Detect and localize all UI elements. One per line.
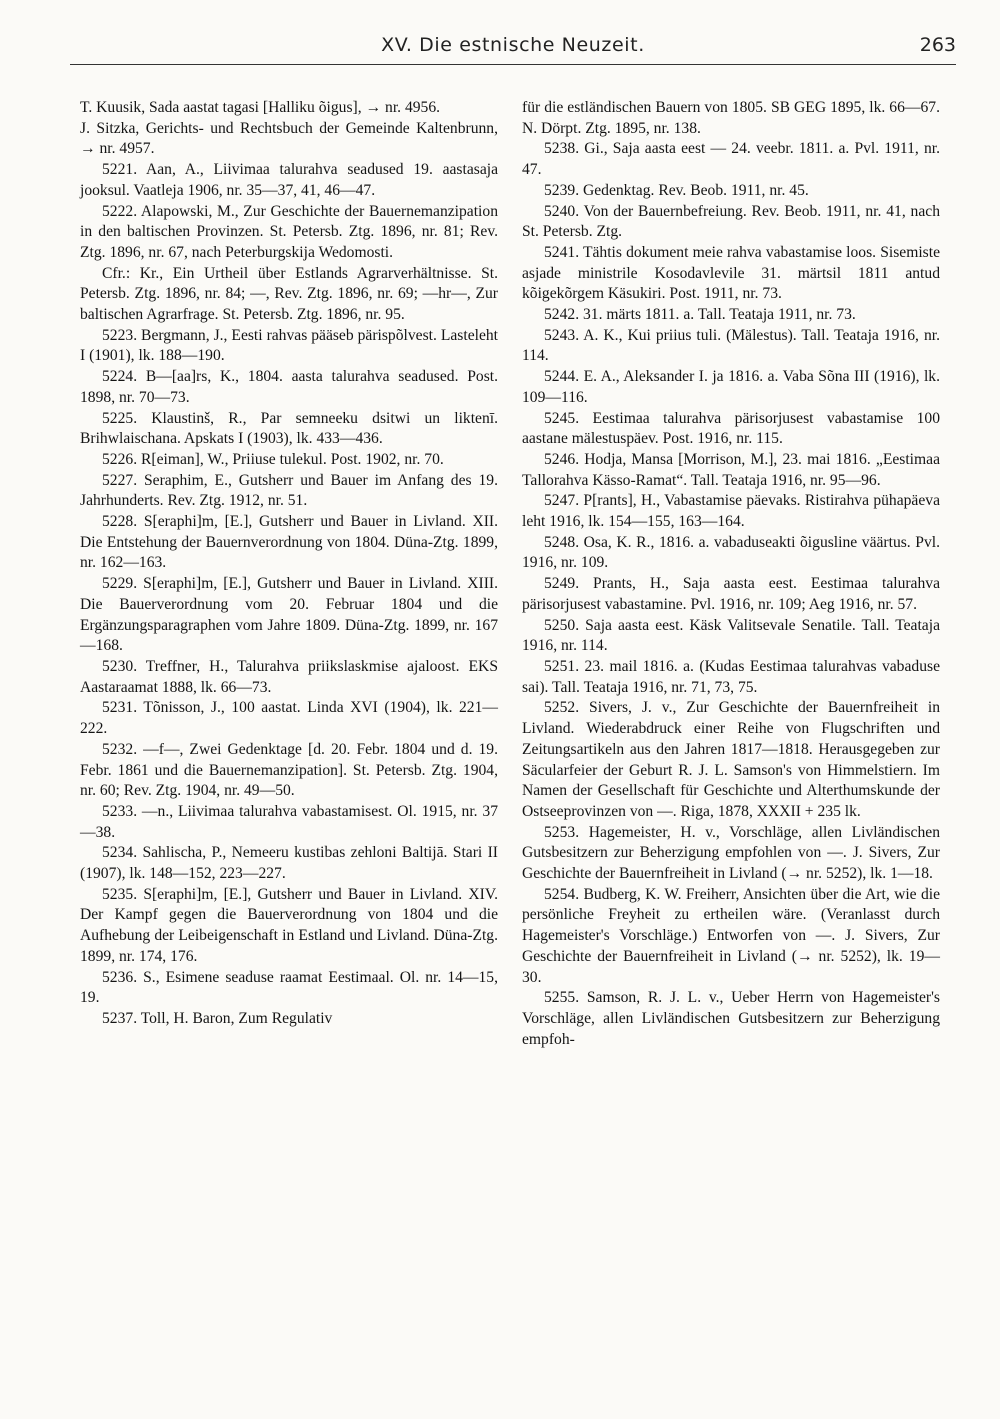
page-header	[70, 34, 956, 60]
bibliography-entry: 5239. Gedenktag. Rev. Beob. 1911, nr. 45.	[544, 181, 809, 199]
bibliography-entry: 5233. —n., Liivimaa talurahva vabastamisest. Ol. 1915, nr. 37—38.	[80, 802, 498, 841]
bibliography-entry: 5238. Gi., Saja aasta eest — 24. veebr. 1811. a. Pvl. 1911, nr. 47.	[522, 140, 940, 179]
bibliography-entry: 5224. B—[aa]rs, K., 1804. aasta talurahva seadused. Post. 1898, nr. 70—73.	[80, 368, 498, 406]
bibliography-entry: 5247. P[rants], H., Vabastamise päevaks. Ristirahva pühapäeva leht 1916, lk. 154—155, 163—164.	[522, 492, 940, 531]
bibliography-entry: 5221. Aan, A., Liivimaa talurahva seadused 19. aastasaja jooksul. Vaatleja 1906, nr. 35—37, 41, 46—47.	[80, 161, 498, 199]
bibliography-entry: 5229. S[eraphi]m, [E.], Gutsherr und Bauer in Livland. XIII. Die Bauerverordnung vom 20. Februar 1804 und die Ergänzungsparagraphen vom Jahre 1809. Düna-Ztg. 1899, nr. 167—168.	[80, 575, 498, 655]
bibliography-entry: 5253. Hagemeister, H. v., Vorschläge, allen Livländischen Gutsbesitzern zur Beherzigung empfohlen von —. J. Sivers, Zur Geschichte der Bauernfreiheit in Livland (→ nr. 5252), lk. 1—18.	[522, 823, 940, 883]
bibliography-entry: 5241. Tähtis dokument meie rahva vabastamise loos. Sisemiste asjade ministrile Kosodavlevile 31. märtsil 1811 antud kõigekõrgem Käsukiri. Post. 1911, nr. 73.	[522, 243, 940, 303]
bibliography-entry: 5232. —f—, Zwei Gedenktage [d. 20. Febr. 1804 und d. 19. Febr. 1861 und die Bauernemanzipation]. St. Petersb. Ztg. 1904, nr. 60; Rev. Ztg. 1904, nr. 49—50.	[80, 740, 498, 800]
bibliography-entry: T. Kuusik, Sada aastat tagasi [Halliku õigus], → nr. 4956.	[80, 99, 441, 116]
header-rule	[70, 64, 956, 65]
bibliography-entry: 5236. S., Esimene seaduse raamat Eestimaal. Ol. nr. 14—15, 19.	[80, 968, 498, 1007]
bibliography-entry: 5254. Budberg, K. W. Freiherr, Ansichten über die Art, wie die persönliche Freyheit zu ertheilen wäre. (Veranlasst durch Hagemeister's Vorschläge.) Entworfen von —. J. Sivers, Zur Geschichte der Bauernfreiheit in Livland (→ nr. 5252), lk. 19—30.	[522, 885, 940, 986]
page-number: 263	[919, 34, 956, 56]
bibliography-entry: 5243. A. K., Kui priius tuli. (Mälestus). Tall. Teataja 1916, nr. 114.	[522, 326, 940, 365]
bibliography-entry: 5231. Tõnisson, J., 100 aastat. Linda XVI (1904), lk. 221—222.	[80, 699, 498, 738]
bibliography-entry: 5242. 31. märts 1811. a. Tall. Teataja 1911, nr. 73.	[544, 306, 856, 324]
bibliography-entry: 5225. Klaustinš, R., Par semneeku dsitwi un liktenī. Brihwlaischana. Apskats I (1903), lk. 433—436.	[80, 409, 498, 448]
bibliography-entry: 5252. Sivers, J. v., Zur Geschichte der Bauernfreiheit in Livland. Wiederabdruck einer Reihe von Flugschriften und Zeitungsartikeln aus den Jahren 1817—1818. Herausgegeben zur Säcularfeier der Geburt R. J. L. Samson's von Himmelstiern. Im Namen der Gesellschaft für Geschichte und Alterthumskunde der Ostseeprovinzen von —. Riga, 1878, XXXII + 235 lk.	[522, 699, 940, 820]
bibliography-entry: 5227. Seraphim, E., Gutsherr und Bauer im Anfang des 19. Jahrhunderts. Rev. Ztg. 1912, nr. 51.	[80, 471, 498, 510]
right-column	[522, 98, 940, 1050]
bibliography-entry: 5245. Eestimaa talurahva pärisorjusest vabastamise 100 aastane mälestuspäev. Post. 1916, nr. 115.	[522, 409, 940, 448]
bibliography-entry: 5246. Hodja, Mansa [Morrison, M.], 23. mai 1816. „Eestimaa Tallorahva Kässo-Ramat“. Tall. Teataja 1916, nr. 95—96.	[522, 450, 940, 489]
bibliography-entry: Cfr.: Kr., Ein Urtheil über Estlands Agrarverhältnisse. St. Petersb. Ztg. 1896, nr. 84; —, Rev. Ztg. 1896, nr. 69; —hr—, Zur baltischen Agrarfrage. St. Petersb. Ztg. 1896, nr. 95.	[80, 264, 498, 324]
bibliography-entry: 5228. S[eraphi]m, [E.], Gutsherr und Bauer in Livland. XII. Die Entstehung der Bauernverordnung von 1804. Düna-Ztg. 1899, nr. 162—163.	[80, 513, 498, 572]
bibliography-entry: 5244. E. A., Aleksander I. ja 1816. a. Vaba Sõna III (1916), lk. 109—116.	[522, 368, 940, 406]
running-title: XV. Die estnische Neuzeit.	[381, 34, 645, 56]
bibliography-entry: 5235. S[eraphi]m, [E.], Gutsherr und Bauer in Livland. XIV. Der Kampf gegen die Bauerverordnung von 1804 und die Aufhebung der Leibeigenschaft in Estland und Livland. Düna-Ztg. 1899, nr. 174, 176.	[80, 885, 498, 965]
bibliography-entry: 5237. Toll, H. Baron, Zum Regulativ	[102, 1009, 333, 1027]
bibliography-entry: 5240. Von der Bauernbefreiung. Rev. Beob. 1911, nr. 41, nach St. Petersb. Ztg.	[522, 202, 940, 241]
bibliography-entry: 5226. R[eiman], W., Priiuse tulekul. Post. 1902, nr. 70.	[102, 450, 444, 468]
bibliography-entry: 5249. Prants, H., Saja aasta eest. Eestimaa talurahva pärisorjusest vabastamine. Pvl. 1916, nr. 109; Aeg 1916, nr. 57.	[522, 575, 940, 613]
bibliography-entry: 5222. Alapowski, M., Zur Geschichte der Bauernemanzipation in den baltischen Provinzen. St. Petersb. Ztg. 1896, nr. 81; Rev. Ztg. 1896, nr. 67, nach Peterburgskija Wedomosti.	[80, 202, 498, 261]
bibliography-entry: 5234. Sahlischa, P., Nemeeru kustibas zehloni Baltijā. Stari II (1907), lk. 148—152, 223—227.	[80, 844, 498, 883]
bibliography-entry: J. Sitzka, Gerichts- und Rechtsbuch der Gemeinde Kaltenbrunn, → nr. 4957.	[80, 119, 498, 158]
bibliography-entry: 5230. Treffner, H., Talurahva priikslaskmise ajaloost. EKS Aastaraamat 1888, lk. 66—73.	[80, 657, 498, 696]
bibliography-entry: 5255. Samson, R. J. L. v., Ueber Herrn von Hagemeister's Vorschläge, allen Livländischen Gutsbesitzern zur Beherzigung empfoh-	[522, 989, 940, 1048]
bibliography-entry: 5251. 23. mail 1816. a. (Kudas Eestimaa talurahvas vabaduse sai). Tall. Teataja 1916, nr. 71, 73, 75.	[522, 657, 940, 696]
bibliography-entry: 5250. Saja aasta eest. Käsk Valitsevale Senatile. Tall. Teataja 1916, nr. 114.	[522, 616, 940, 655]
bibliography-entry: 5223. Bergmann, J., Eesti rahvas pääseb pärispõlvest. Lasteleht I (1901), lk. 188—190.	[80, 326, 498, 365]
bibliography-entry: für die estländischen Bauern von 1805. SB GEG 1895, lk. 66—67. N. Dörpt. Ztg. 1895, nr. 138.	[522, 99, 940, 137]
left-column	[80, 98, 498, 1030]
bibliography-entry: 5248. Osa, K. R., 1816. a. vabaduseakti õigusline väärtus. Pvl. 1916, nr. 109.	[522, 533, 940, 572]
